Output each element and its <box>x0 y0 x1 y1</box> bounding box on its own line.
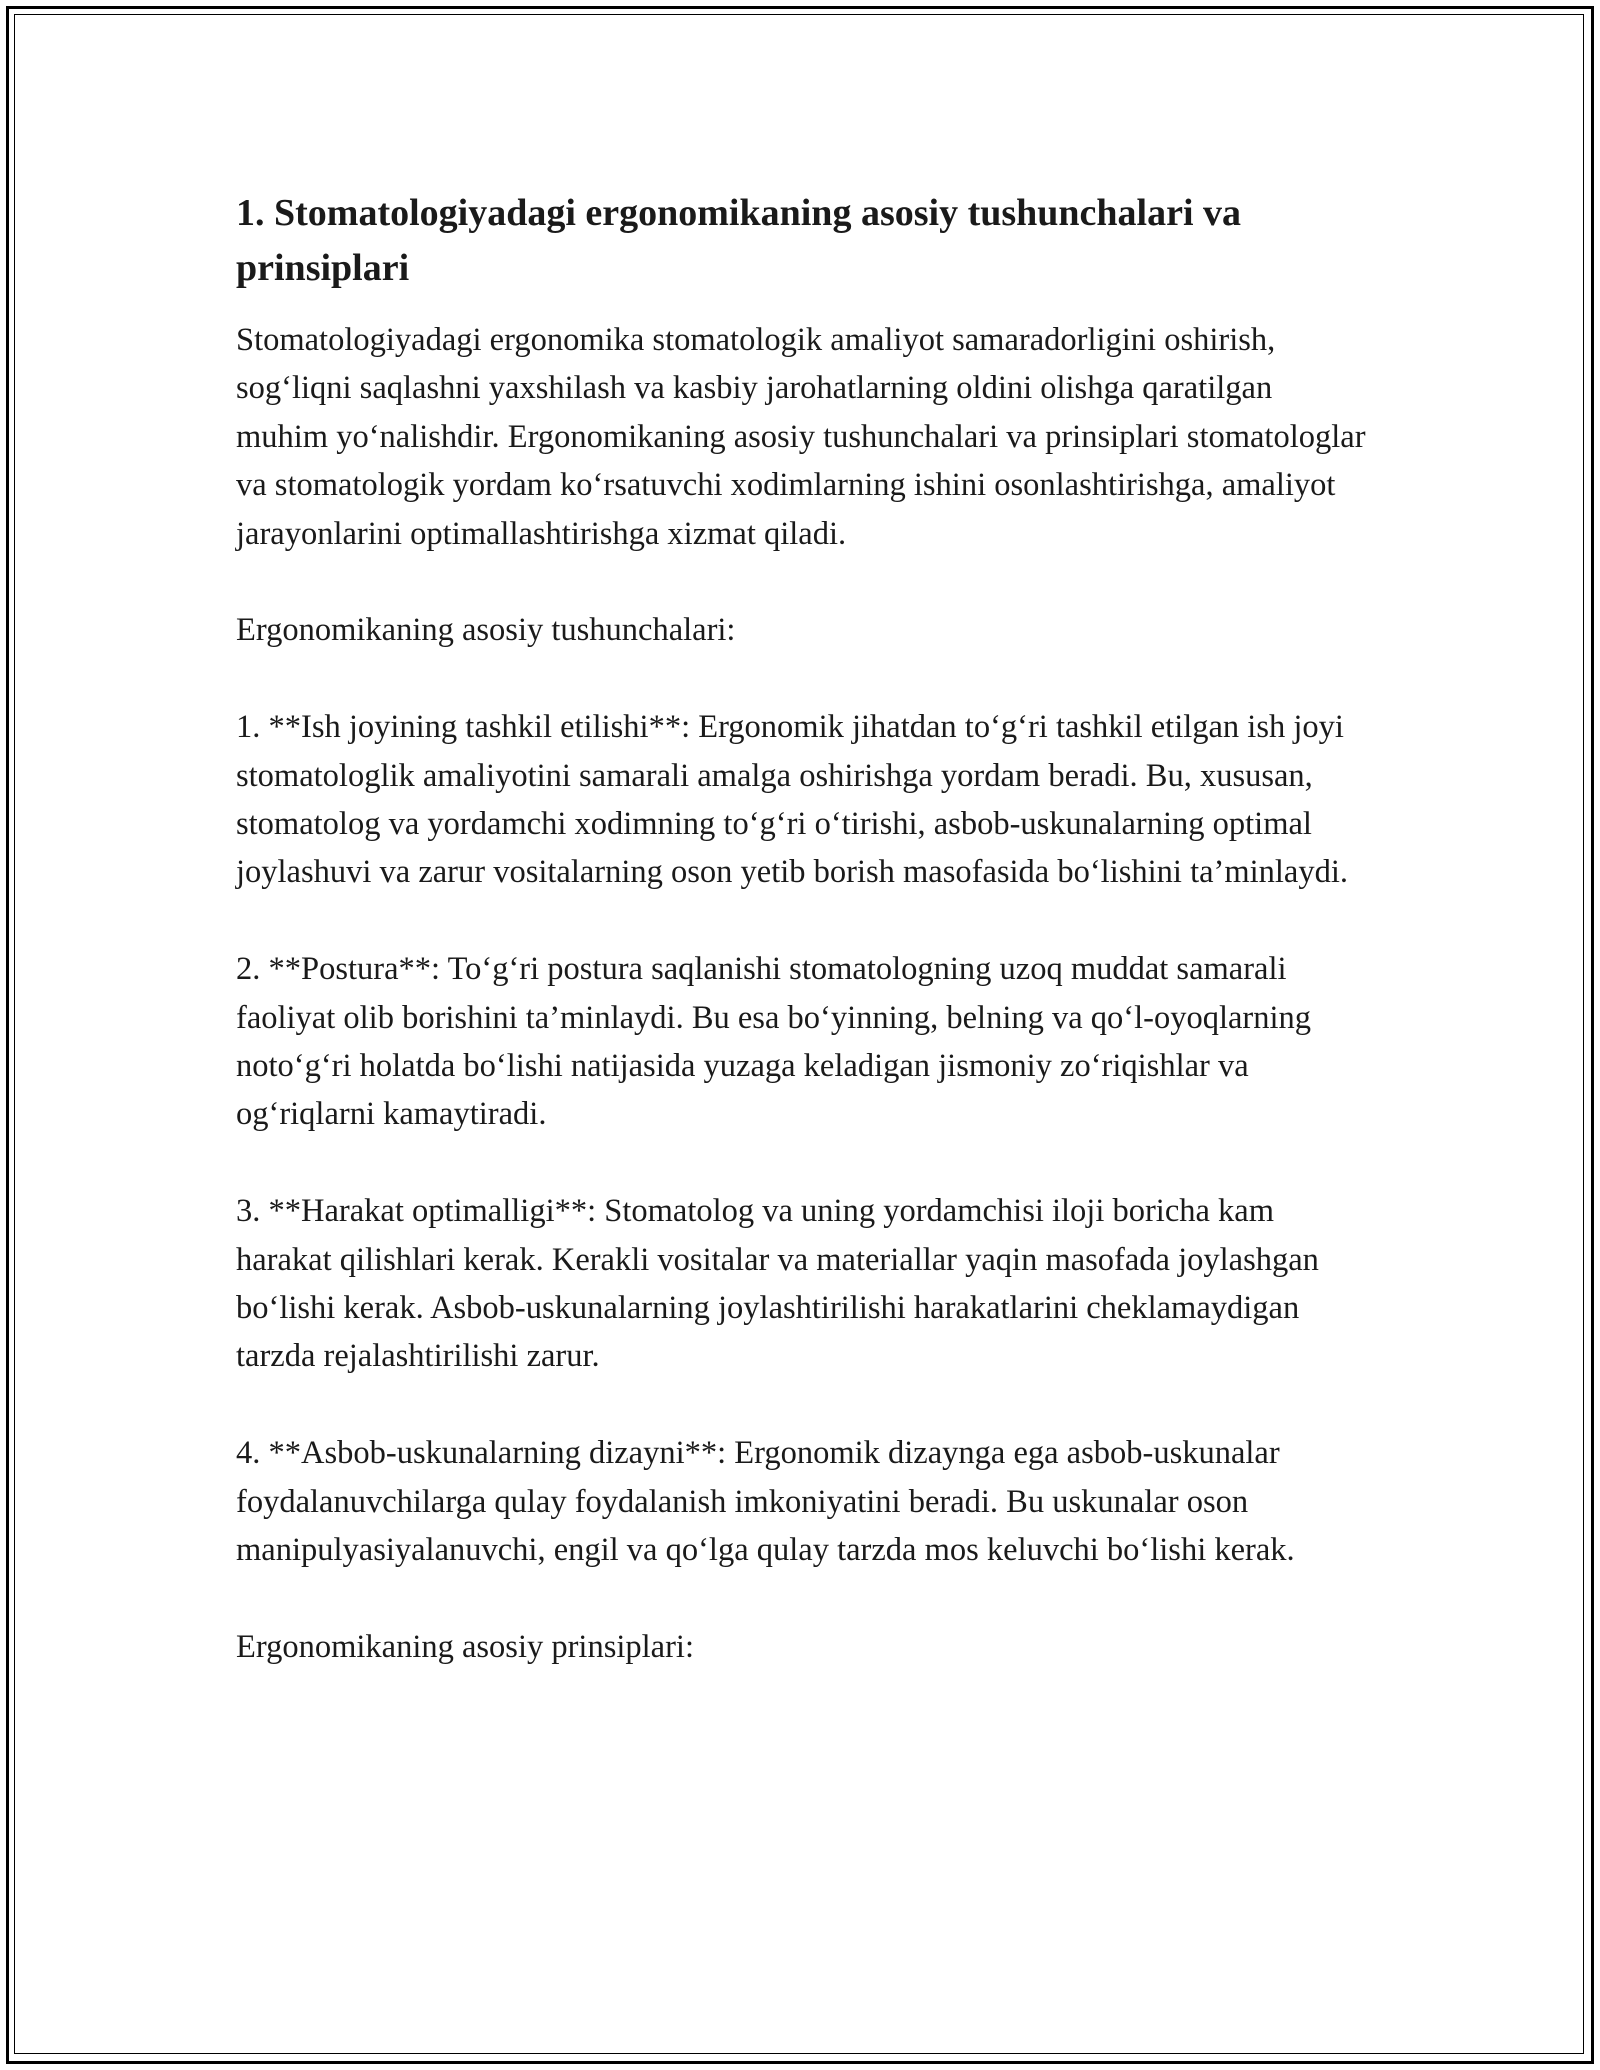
concepts-subheading: Ergonomikaning asosiy tushunchalari: <box>236 612 736 649</box>
section-heading: 1. Stomatologiyadagi ergonomikaning asosiy tushunchalari va prinsiplari <box>236 192 1242 289</box>
concept-item-workplace: 1. **Ish joyining tashkil etilishi**: Ergonomik jihatdan to‘g‘ri tashkil etilgan ish joyi stomatologlik amaliyotini samarali amalga oshirishga yordam beradi. Bu, xususan, stomatolog va yordamchi xodimning to‘g‘ri o‘tirishi, asbob-uskunalarning optimal joylashuvi va zarur vositalarning oson yetib borish masofasida bo‘lishini ta’minlaydi. <box>236 709 1349 891</box>
document-page <box>236 186 1371 1720</box>
intro-paragraph: Stomatologiyadagi ergonomika stomatologik amaliyot samaradorligini oshirish, sog‘liqni saqlashni yaxshilash va kasbiy jarohatlarning oldini olishga qaratilgan muhim yo‘nalishdir. Ergonomikaning asosiy tushunchalari va prinsiplari stomatologlar va stomatologik yordam ko‘rsatuvchi xodimlarning ishini osonlashtirishga, amaliyot jarayonlarini optimallashtirishga xizmat qiladi. <box>236 322 1366 552</box>
concept-item-equipment-design: 4. **Asbob-uskunalarning dizayni**: Ergonomik dizaynga ega asbob-uskunalar foydalanuvchilarga qulay foydalanish imkoniyatini beradi. Bu uskunalar oson manipulyasiyalanuvchi, engil va qo‘lga qulay tarzda mos keluvchi bo‘lishi kerak. <box>236 1435 1295 1569</box>
concept-item-posture: 2. **Postura**: To‘g‘ri postura saqlanishi stomatologning uzoq muddat samarali faoliyat olib borishini ta’minlaydi. Bu esa bo‘yinning, belning va qo‘l-oyoqlarning noto‘g‘ri holatda bo‘lishi natijasida yuzaga keladigan jismoniy zo‘riqishlar va og‘riqlarni kamaytiradi. <box>236 951 1312 1133</box>
principles-subheading: Ergonomikaning asosiy prinsiplari: <box>236 1628 694 1665</box>
concept-item-movement: 3. **Harakat optimalligi**: Stomatolog va uning yordamchisi iloji boricha kam harakat qilishlari kerak. Kerakli vositalar va materiallar yaqin masofada joylashgan bo‘lishi kerak. Asbob-uskunalarning joylashtirilishi harakatlarini cheklamaydigan tarzda rejalashtirilishi zarur. <box>236 1193 1319 1375</box>
